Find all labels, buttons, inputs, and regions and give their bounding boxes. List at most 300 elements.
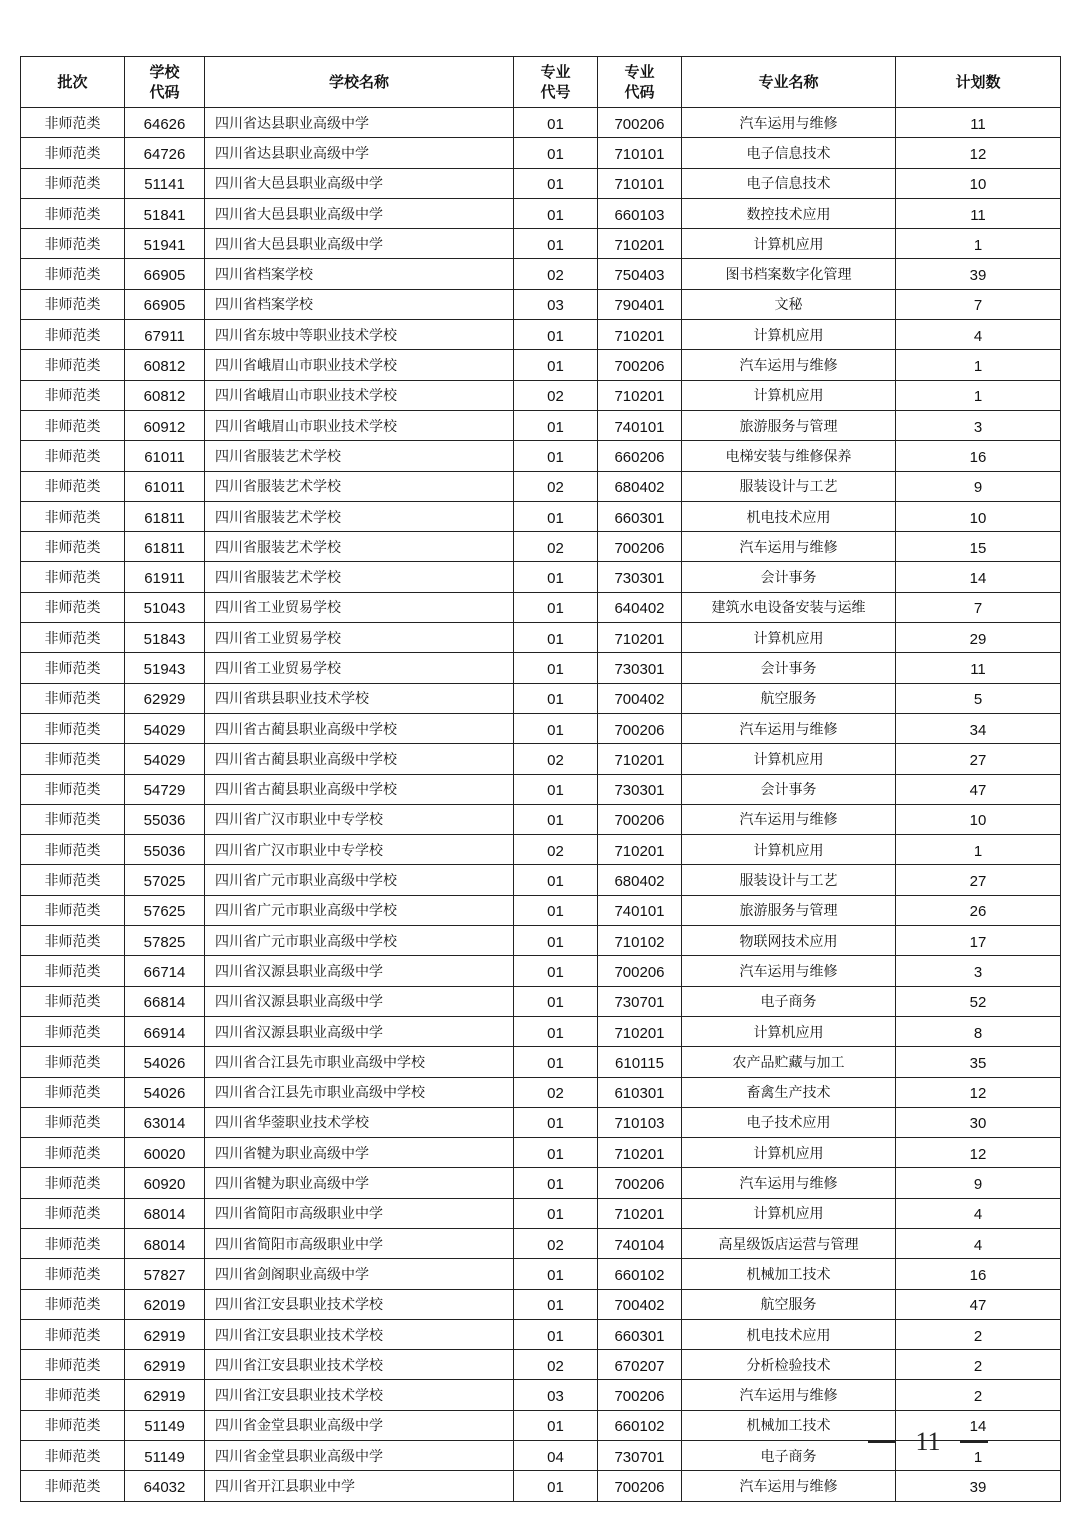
cell-school-code: 51141: [125, 168, 205, 198]
cell-school-name: 四川省大邑县职业高级中学: [205, 198, 514, 228]
cell-major-code: 700206: [598, 1168, 682, 1198]
cell-school-code: 64626: [125, 108, 205, 138]
cell-batch: 非师范类: [21, 986, 125, 1016]
cell-plan-count: 10: [896, 804, 1061, 834]
cell-major-code: 680402: [598, 471, 682, 501]
cell-major-code: 710201: [598, 744, 682, 774]
cell-plan-count: 4: [896, 320, 1061, 350]
cell-major-code: 710201: [598, 835, 682, 865]
cell-school-name: 四川省大邑县职业高级中学: [205, 229, 514, 259]
cell-major-code: 750403: [598, 259, 682, 289]
cell-school-name: 四川省广元市职业高级中学校: [205, 895, 514, 925]
cell-batch: 非师范类: [21, 259, 125, 289]
cell-batch: 非师范类: [21, 1107, 125, 1137]
cell-batch: 非师范类: [21, 289, 125, 319]
cell-plan-count: 14: [896, 562, 1061, 592]
cell-school-name: 四川省古蔺县职业高级中学校: [205, 774, 514, 804]
cell-batch: 非师范类: [21, 1441, 125, 1471]
footer-dash-left: [868, 1441, 896, 1443]
cell-plan-count: 12: [896, 1138, 1061, 1168]
cell-major-code: 700206: [598, 713, 682, 743]
cell-batch: 非师范类: [21, 804, 125, 834]
table-row: [21, 835, 1061, 865]
cell-major-name: 服装设计与工艺: [682, 865, 896, 895]
cell-major-no: 01: [514, 1016, 598, 1046]
cell-major-name: 汽车运用与维修: [682, 713, 896, 743]
cell-plan-count: 11: [896, 653, 1061, 683]
table-row: [21, 198, 1061, 228]
cell-plan-count: 1: [896, 835, 1061, 865]
table-row: [21, 108, 1061, 138]
cell-major-code: 710201: [598, 380, 682, 410]
cell-major-code: 710102: [598, 926, 682, 956]
cell-school-code: 67911: [125, 320, 205, 350]
cell-plan-count: 12: [896, 138, 1061, 168]
cell-batch: 非师范类: [21, 320, 125, 350]
header-major-code: 专业 代码: [598, 57, 682, 108]
cell-major-code: 640402: [598, 592, 682, 622]
cell-batch: 非师范类: [21, 623, 125, 653]
table-row: [21, 865, 1061, 895]
cell-major-code: 730701: [598, 986, 682, 1016]
table-row: [21, 986, 1061, 1016]
cell-school-code: 62919: [125, 1380, 205, 1410]
cell-major-name: 航空服务: [682, 683, 896, 713]
cell-school-name: 四川省工业贸易学校: [205, 623, 514, 653]
cell-major-code: 660206: [598, 441, 682, 471]
table-row: [21, 289, 1061, 319]
cell-plan-count: 15: [896, 532, 1061, 562]
cell-major-no: 01: [514, 1319, 598, 1349]
cell-batch: 非师范类: [21, 592, 125, 622]
cell-major-code: 710201: [598, 229, 682, 259]
cell-school-name: 四川省服装艺术学校: [205, 532, 514, 562]
cell-major-no: 01: [514, 410, 598, 440]
cell-plan-count: 14: [896, 1410, 1061, 1440]
table-header-row: [21, 57, 1061, 108]
cell-plan-count: 4: [896, 1198, 1061, 1228]
cell-plan-count: 16: [896, 441, 1061, 471]
cell-school-name: 四川省江安县职业技术学校: [205, 1319, 514, 1349]
cell-major-code: 740104: [598, 1228, 682, 1258]
cell-school-code: 54029: [125, 744, 205, 774]
cell-major-no: 01: [514, 592, 598, 622]
table-row: [21, 1228, 1061, 1258]
cell-school-code: 61011: [125, 471, 205, 501]
cell-major-no: 01: [514, 986, 598, 1016]
cell-major-name: 会计事务: [682, 653, 896, 683]
cell-school-code: 51943: [125, 653, 205, 683]
table-row: [21, 1168, 1061, 1198]
header-plan-count: 计划数: [896, 57, 1061, 108]
cell-school-name: 四川省达县职业高级中学: [205, 108, 514, 138]
cell-school-code: 66905: [125, 259, 205, 289]
cell-major-no: 01: [514, 1138, 598, 1168]
cell-batch: 非师范类: [21, 895, 125, 925]
cell-school-code: 54026: [125, 1047, 205, 1077]
cell-school-code: 55036: [125, 804, 205, 834]
cell-major-name: 建筑水电设备安装与运维: [682, 592, 896, 622]
cell-school-name: 四川省档案学校: [205, 259, 514, 289]
cell-school-code: 57825: [125, 926, 205, 956]
table-row: [21, 320, 1061, 350]
cell-major-code: 710101: [598, 138, 682, 168]
cell-batch: 非师范类: [21, 1016, 125, 1046]
cell-major-no: 03: [514, 1380, 598, 1410]
cell-plan-count: 1: [896, 1441, 1061, 1471]
table-row: [21, 1047, 1061, 1077]
cell-school-name: 四川省汉源县职业高级中学: [205, 956, 514, 986]
cell-batch: 非师范类: [21, 350, 125, 380]
cell-major-name: 计算机应用: [682, 744, 896, 774]
cell-batch: 非师范类: [21, 229, 125, 259]
cell-plan-count: 30: [896, 1107, 1061, 1137]
table-row: [21, 168, 1061, 198]
cell-batch: 非师范类: [21, 1168, 125, 1198]
cell-school-code: 60920: [125, 1168, 205, 1198]
table-row: [21, 410, 1061, 440]
cell-major-name: 计算机应用: [682, 1138, 896, 1168]
cell-batch: 非师范类: [21, 744, 125, 774]
cell-major-no: 01: [514, 1168, 598, 1198]
cell-major-code: 710101: [598, 168, 682, 198]
cell-school-name: 四川省工业贸易学校: [205, 653, 514, 683]
cell-school-name: 四川省大邑县职业高级中学: [205, 168, 514, 198]
cell-plan-count: 10: [896, 501, 1061, 531]
cell-school-code: 57827: [125, 1259, 205, 1289]
table-row: [21, 1107, 1061, 1137]
table-row: [21, 229, 1061, 259]
cell-plan-count: 3: [896, 956, 1061, 986]
table-row: [21, 350, 1061, 380]
cell-major-code: 710103: [598, 1107, 682, 1137]
cell-major-name: 图书档案数字化管理: [682, 259, 896, 289]
cell-batch: 非师范类: [21, 865, 125, 895]
table-row: [21, 1138, 1061, 1168]
cell-batch: 非师范类: [21, 168, 125, 198]
header-school-code: 学校 代码: [125, 57, 205, 108]
cell-plan-count: 2: [896, 1319, 1061, 1349]
cell-school-name: 四川省服装艺术学校: [205, 562, 514, 592]
cell-major-name: 电子信息技术: [682, 138, 896, 168]
cell-major-name: 会计事务: [682, 774, 896, 804]
cell-batch: 非师范类: [21, 138, 125, 168]
cell-major-no: 02: [514, 259, 598, 289]
cell-plan-count: 17: [896, 926, 1061, 956]
cell-school-name: 四川省犍为职业高级中学: [205, 1138, 514, 1168]
cell-school-code: 51149: [125, 1441, 205, 1471]
cell-batch: 非师范类: [21, 1138, 125, 1168]
cell-batch: 非师范类: [21, 653, 125, 683]
cell-school-code: 57025: [125, 865, 205, 895]
cell-plan-count: 7: [896, 289, 1061, 319]
cell-major-code: 610115: [598, 1047, 682, 1077]
cell-major-no: 01: [514, 108, 598, 138]
cell-major-code: 730301: [598, 562, 682, 592]
cell-school-code: 62929: [125, 683, 205, 713]
cell-school-name: 四川省简阳市高级职业中学: [205, 1198, 514, 1228]
table-row: [21, 956, 1061, 986]
cell-batch: 非师范类: [21, 926, 125, 956]
header-major-name: 专业名称: [682, 57, 896, 108]
table-row: [21, 804, 1061, 834]
cell-major-name: 分析检验技术: [682, 1350, 896, 1380]
cell-major-no: 01: [514, 683, 598, 713]
cell-major-no: 01: [514, 926, 598, 956]
cell-major-code: 610301: [598, 1077, 682, 1107]
cell-school-code: 66905: [125, 289, 205, 319]
cell-major-no: 02: [514, 835, 598, 865]
cell-major-code: 740101: [598, 895, 682, 925]
cell-major-no: 01: [514, 168, 598, 198]
cell-major-name: 高星级饭店运营与管理: [682, 1228, 896, 1258]
table-row: [21, 1350, 1061, 1380]
cell-major-code: 700206: [598, 1380, 682, 1410]
cell-major-name: 电子信息技术: [682, 168, 896, 198]
cell-major-no: 04: [514, 1441, 598, 1471]
cell-major-name: 汽车运用与维修: [682, 350, 896, 380]
cell-school-name: 四川省峨眉山市职业技术学校: [205, 350, 514, 380]
table-row: [21, 653, 1061, 683]
cell-batch: 非师范类: [21, 380, 125, 410]
cell-school-name: 四川省江安县职业技术学校: [205, 1289, 514, 1319]
cell-plan-count: 47: [896, 1289, 1061, 1319]
cell-major-code: 730301: [598, 774, 682, 804]
cell-major-name: 汽车运用与维修: [682, 1471, 896, 1501]
cell-major-name: 汽车运用与维修: [682, 532, 896, 562]
cell-major-code: 700206: [598, 956, 682, 986]
cell-major-code: 700206: [598, 1471, 682, 1501]
cell-school-code: 66914: [125, 1016, 205, 1046]
cell-major-name: 电子技术应用: [682, 1107, 896, 1137]
cell-major-code: 700206: [598, 350, 682, 380]
cell-school-code: 51843: [125, 623, 205, 653]
cell-major-no: 02: [514, 471, 598, 501]
cell-plan-count: 10: [896, 168, 1061, 198]
cell-major-name: 计算机应用: [682, 1198, 896, 1228]
cell-school-code: 62019: [125, 1289, 205, 1319]
cell-major-no: 01: [514, 956, 598, 986]
cell-major-code: 670207: [598, 1350, 682, 1380]
table-row: [21, 623, 1061, 653]
table-row: [21, 138, 1061, 168]
cell-batch: 非师范类: [21, 471, 125, 501]
cell-major-code: 660301: [598, 501, 682, 531]
cell-major-code: 700206: [598, 532, 682, 562]
cell-major-code: 660301: [598, 1319, 682, 1349]
cell-major-no: 01: [514, 441, 598, 471]
cell-major-no: 01: [514, 320, 598, 350]
cell-major-name: 数控技术应用: [682, 198, 896, 228]
cell-school-name: 四川省剑阁职业高级中学: [205, 1259, 514, 1289]
cell-batch: 非师范类: [21, 1228, 125, 1258]
cell-plan-count: 11: [896, 108, 1061, 138]
cell-school-name: 四川省东坡中等职业技术学校: [205, 320, 514, 350]
page-footer: [868, 1427, 988, 1457]
cell-major-name: 计算机应用: [682, 623, 896, 653]
cell-plan-count: 27: [896, 865, 1061, 895]
table-row: [21, 1259, 1061, 1289]
cell-major-name: 机械加工技术: [682, 1259, 896, 1289]
cell-school-name: 四川省广元市职业高级中学校: [205, 865, 514, 895]
table-row: [21, 713, 1061, 743]
table-row: [21, 744, 1061, 774]
cell-school-name: 四川省开江县职业中学: [205, 1471, 514, 1501]
table-row: [21, 1198, 1061, 1228]
cell-major-name: 农产品贮藏与加工: [682, 1047, 896, 1077]
cell-school-code: 51841: [125, 198, 205, 228]
cell-school-name: 四川省广汉市职业中专学校: [205, 835, 514, 865]
cell-major-no: 02: [514, 1077, 598, 1107]
cell-major-name: 汽车运用与维修: [682, 1380, 896, 1410]
cell-major-code: 710201: [598, 1138, 682, 1168]
cell-batch: 非师范类: [21, 1319, 125, 1349]
cell-batch: 非师范类: [21, 198, 125, 228]
cell-school-code: 60812: [125, 350, 205, 380]
cell-plan-count: 3: [896, 410, 1061, 440]
cell-major-no: 01: [514, 865, 598, 895]
cell-batch: 非师范类: [21, 1350, 125, 1380]
cell-plan-count: 26: [896, 895, 1061, 925]
cell-school-name: 四川省档案学校: [205, 289, 514, 319]
cell-plan-count: 16: [896, 1259, 1061, 1289]
table-row: [21, 926, 1061, 956]
cell-plan-count: 1: [896, 380, 1061, 410]
cell-school-name: 四川省华蓥职业技术学校: [205, 1107, 514, 1137]
cell-batch: 非师范类: [21, 1077, 125, 1107]
cell-batch: 非师范类: [21, 441, 125, 471]
cell-school-code: 55036: [125, 835, 205, 865]
cell-plan-count: 9: [896, 471, 1061, 501]
enrollment-plan-table: [20, 56, 1061, 1502]
table-row: [21, 1016, 1061, 1046]
cell-school-name: 四川省金堂县职业高级中学: [205, 1441, 514, 1471]
cell-plan-count: 9: [896, 1168, 1061, 1198]
cell-batch: 非师范类: [21, 1289, 125, 1319]
cell-school-name: 四川省汉源县职业高级中学: [205, 1016, 514, 1046]
cell-major-no: 01: [514, 1471, 598, 1501]
cell-plan-count: 39: [896, 259, 1061, 289]
cell-plan-count: 2: [896, 1350, 1061, 1380]
cell-school-code: 54029: [125, 713, 205, 743]
cell-plan-count: 27: [896, 744, 1061, 774]
cell-major-no: 02: [514, 532, 598, 562]
cell-plan-count: 11: [896, 198, 1061, 228]
cell-school-name: 四川省峨眉山市职业技术学校: [205, 380, 514, 410]
cell-major-no: 01: [514, 623, 598, 653]
cell-major-no: 01: [514, 198, 598, 228]
cell-major-no: 01: [514, 229, 598, 259]
cell-major-code: 710201: [598, 320, 682, 350]
cell-school-code: 54026: [125, 1077, 205, 1107]
cell-school-name: 四川省汉源县职业高级中学: [205, 986, 514, 1016]
cell-school-code: 66714: [125, 956, 205, 986]
table-row: [21, 895, 1061, 925]
cell-school-name: 四川省合江县先市职业高级中学校: [205, 1047, 514, 1077]
cell-plan-count: 5: [896, 683, 1061, 713]
page-number: 11: [915, 1427, 941, 1456]
header-school-name: 学校名称: [205, 57, 514, 108]
cell-school-name: 四川省金堂县职业高级中学: [205, 1410, 514, 1440]
cell-major-name: 汽车运用与维修: [682, 1168, 896, 1198]
cell-major-name: 旅游服务与管理: [682, 895, 896, 925]
cell-major-no: 02: [514, 380, 598, 410]
cell-batch: 非师范类: [21, 1047, 125, 1077]
cell-school-code: 51941: [125, 229, 205, 259]
cell-school-code: 61911: [125, 562, 205, 592]
cell-school-name: 四川省服装艺术学校: [205, 441, 514, 471]
table-row: [21, 380, 1061, 410]
cell-school-name: 四川省工业贸易学校: [205, 592, 514, 622]
cell-school-code: 63014: [125, 1107, 205, 1137]
cell-major-name: 计算机应用: [682, 1016, 896, 1046]
table-row: [21, 532, 1061, 562]
cell-school-code: 54729: [125, 774, 205, 804]
cell-major-code: 680402: [598, 865, 682, 895]
cell-major-name: 机电技术应用: [682, 501, 896, 531]
cell-major-code: 700206: [598, 108, 682, 138]
cell-plan-count: 47: [896, 774, 1061, 804]
cell-major-no: 01: [514, 774, 598, 804]
table-row: [21, 562, 1061, 592]
cell-major-code: 790401: [598, 289, 682, 319]
cell-major-no: 01: [514, 1107, 598, 1137]
cell-school-name: 四川省古蔺县职业高级中学校: [205, 713, 514, 743]
table-row: [21, 1319, 1061, 1349]
cell-major-no: 02: [514, 744, 598, 774]
cell-major-code: 710201: [598, 1016, 682, 1046]
cell-major-no: 01: [514, 138, 598, 168]
cell-major-name: 汽车运用与维修: [682, 108, 896, 138]
cell-school-name: 四川省广汉市职业中专学校: [205, 804, 514, 834]
cell-batch: 非师范类: [21, 410, 125, 440]
cell-major-name: 航空服务: [682, 1289, 896, 1319]
table-row: [21, 683, 1061, 713]
cell-plan-count: 2: [896, 1380, 1061, 1410]
cell-plan-count: 7: [896, 592, 1061, 622]
cell-major-code: 660102: [598, 1259, 682, 1289]
cell-major-no: 01: [514, 895, 598, 925]
cell-batch: 非师范类: [21, 532, 125, 562]
cell-major-no: 01: [514, 1047, 598, 1077]
cell-school-code: 66814: [125, 986, 205, 1016]
table-row: [21, 592, 1061, 622]
cell-school-name: 四川省江安县职业技术学校: [205, 1380, 514, 1410]
cell-plan-count: 39: [896, 1471, 1061, 1501]
cell-major-name: 计算机应用: [682, 320, 896, 350]
cell-major-name: 旅游服务与管理: [682, 410, 896, 440]
cell-major-name: 计算机应用: [682, 229, 896, 259]
cell-major-code: 700402: [598, 683, 682, 713]
cell-batch: 非师范类: [21, 774, 125, 804]
cell-school-code: 51043: [125, 592, 205, 622]
cell-batch: 非师范类: [21, 562, 125, 592]
cell-school-code: 68014: [125, 1198, 205, 1228]
cell-major-name: 电子商务: [682, 986, 896, 1016]
cell-major-code: 700402: [598, 1289, 682, 1319]
table-row: [21, 1289, 1061, 1319]
cell-plan-count: 1: [896, 229, 1061, 259]
cell-school-code: 60912: [125, 410, 205, 440]
cell-school-name: 四川省广元市职业高级中学校: [205, 926, 514, 956]
cell-major-no: 01: [514, 1259, 598, 1289]
cell-school-name: 四川省简阳市高级职业中学: [205, 1228, 514, 1258]
cell-major-name: 汽车运用与维修: [682, 956, 896, 986]
cell-school-code: 61811: [125, 501, 205, 531]
footer-dash-right: [960, 1441, 988, 1443]
cell-school-code: 64726: [125, 138, 205, 168]
cell-batch: 非师范类: [21, 713, 125, 743]
